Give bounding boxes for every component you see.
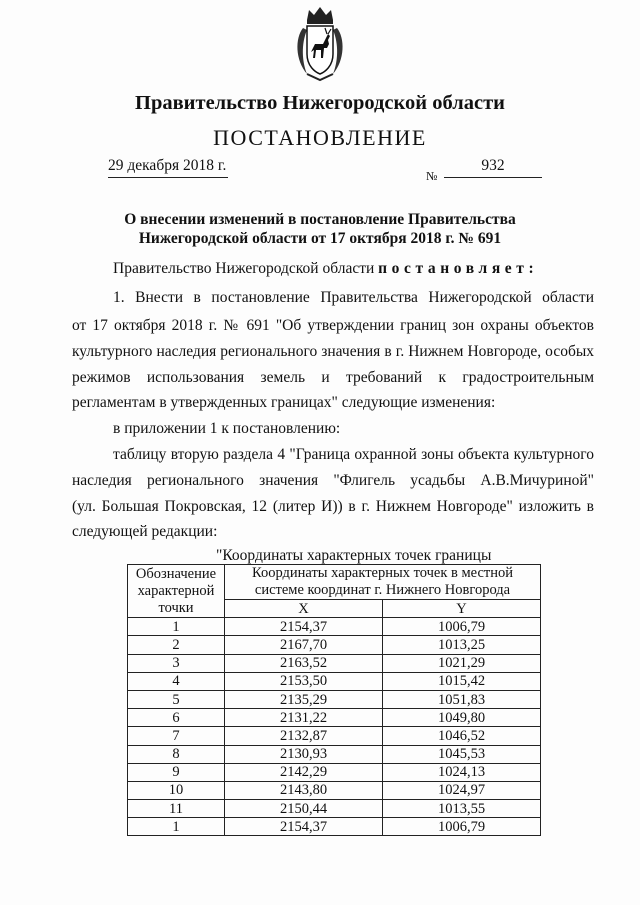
paragraph-line: наследия регионального значения "Флигель усадьбы А.В.Мичуриной" [72,472,594,489]
cell-x: 2130,93 [225,745,383,763]
paragraph-line: регламентам в утвержденных границах" следующие изменения: [72,394,496,411]
paragraph-line: от 17 октября 2018 г. № 691 "Об утверждении границ зон охраны объектов [72,317,594,334]
paragraph-line: таблицу вторую раздела 4 "Граница охранной зоны объекта культурного [113,446,594,463]
table-row [128,727,541,745]
intro-line [113,260,538,278]
table-row [128,709,541,727]
cell-point: 9 [128,763,225,781]
cell-x: 2132,87 [225,727,383,745]
paragraph-line: следующей редакции: [72,523,218,540]
cell-y: 1024,97 [383,781,541,799]
cell-point: 1 [128,818,225,836]
cell-x: 2163,52 [225,654,383,672]
document-date: 29 декабря 2018 г. [108,157,228,178]
coordinates-group-header [225,565,541,600]
cell-y: 1024,13 [383,763,541,781]
cell-x: 2154,37 [225,818,383,836]
table-row [128,745,541,763]
paragraph-line: режимов использования земель и требований к градостроительным [72,369,594,386]
cell-y: 1006,79 [383,818,541,836]
cell-y: 1046,52 [383,727,541,745]
intro-text: Правительство Нижегородской области [113,260,375,277]
paragraph-line: в приложении 1 к постановлению: [113,420,341,437]
cell-point: 1 [128,618,225,636]
paragraph-line: 1. Внести в постановление Правительства Нижегородской области [113,289,594,306]
cell-x: 2167,70 [225,636,383,654]
point-column-header [128,565,225,618]
cell-point: 8 [128,745,225,763]
table-row [128,672,541,690]
table-row [128,690,541,708]
table-row [128,800,541,818]
header-line: Обозначение [135,565,217,582]
cell-y: 1006,79 [383,618,541,636]
document-number: 932 [444,157,542,178]
cell-x: 2135,29 [225,690,383,708]
cell-point: 2 [128,636,225,654]
paragraph-line: (ул. Большая Покровская, 12 (литер И)) в г. Нижнем Новгороде" изложить в [72,498,594,515]
header-line: Координаты характерных точек в местной [252,565,514,581]
table-row [128,618,541,636]
y-column-header: Y [383,600,541,618]
cell-y: 1021,29 [383,654,541,672]
cell-x: 2143,80 [225,781,383,799]
table-row [128,781,541,799]
cell-point: 5 [128,690,225,708]
cell-x: 2154,37 [225,618,383,636]
x-column-header: X [225,600,383,618]
document-type: ПОСТАНОВЛЕНИЕ [213,125,427,150]
table-row [128,763,541,781]
cell-x: 2142,29 [225,763,383,781]
cell-x: 2150,44 [225,800,383,818]
cell-point: 10 [128,781,225,799]
table-row [128,636,541,654]
subject-line: Нижегородской области от 17 октября 2018 г. № 691 [138,230,502,247]
document-subject [0,210,640,248]
header-line: системе координат г. Нижнего Новгорода [254,582,511,598]
header-line: точки [158,599,194,616]
number-label: № [426,169,438,183]
cell-point: 4 [128,672,225,690]
table-row [128,818,541,836]
cell-y: 1013,55 [383,800,541,818]
cell-x: 2153,50 [225,672,383,690]
coat-of-arms-icon [293,4,347,82]
intro-decree-word: постановляет: [378,260,539,277]
header-line: характерной [137,582,215,599]
cell-x: 2131,22 [225,709,383,727]
paragraph-line: культурного наследия регионального значения в г. Нижнем Новгороде, особых [72,343,594,360]
cell-point: 7 [128,727,225,745]
cell-point: 6 [128,709,225,727]
organization-title: Правительство Нижегородской области [135,92,505,114]
cell-y: 1051,83 [383,690,541,708]
coordinates-table [127,564,541,836]
cell-point: 3 [128,654,225,672]
cell-point: 11 [128,800,225,818]
table-row [128,654,541,672]
subject-line: О внесении изменений в постановление Правительства [124,211,516,228]
cell-y: 1015,42 [383,672,541,690]
cell-y: 1049,80 [383,709,541,727]
table-title: "Координаты характерных точек границы [216,547,492,564]
cell-y: 1013,25 [383,636,541,654]
cell-y: 1045,53 [383,745,541,763]
